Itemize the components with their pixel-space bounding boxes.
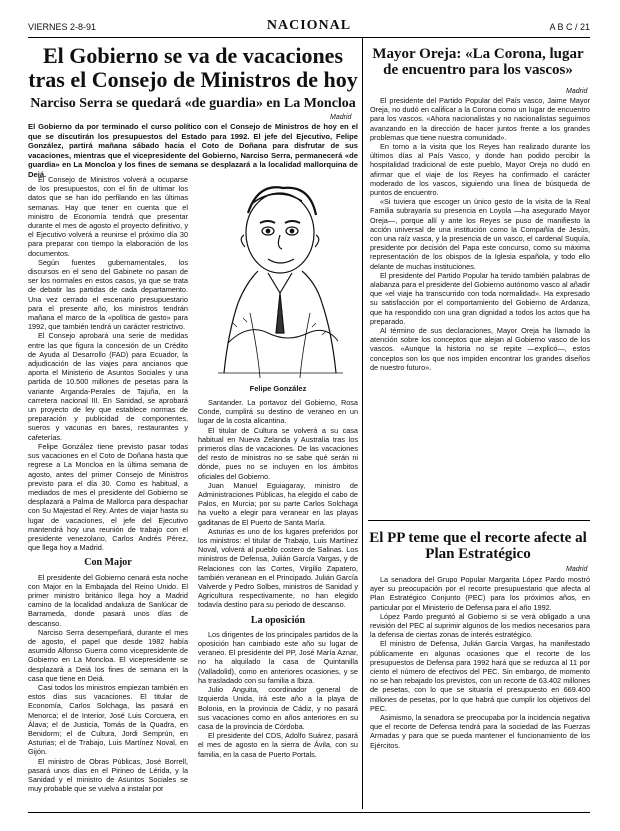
right-article-2-body <box>370 575 590 810</box>
body-paragraph: El Consejo aprobará una serie de medidas entre las que figura la concesión de un Crédito de Ayuda al Desarrollo (FAD) para Ecuador, la adjudicación de las viajes para ancianos que aporta el Ministerio de Asuntos Sociales y una partida de 10.500 millones de pesetas para la variante Arganda-Perales de Tajuña, en la carretera nacional III. En Sanidad, se aprobará un proyecto de ley que establece normas de preparación y publicidad de componentes, sueros y vacunas en bares, restaurantes y cafeterías. <box>28 331 188 442</box>
body-paragraph: El presidente del CDS, Adolfo Suárez, pasará el mes de agosto en la sierra de Ávila, con su familia, en la casa de Puerto Portals. <box>198 731 358 759</box>
body-paragraph: Al término de sus declaraciones, Mayor Oreja ha llamado la atención sobre los conceptos que alejan al Gobierno vasco de los vascos. «Aunque la historia no se repite —explicó—, estos conceptos son los que nos impiden encontrar los grandes diseños de nuestro futuro». <box>370 326 590 372</box>
body-paragraph: El presidente del Partido Popular ha tenido también palabras de alabanza para el presidente del Gobierno autónomo vasco al añadir que «el viaje ha transcurrido con toda normalidad». Ha expresado su satisfacción por el comportamiento del Gobierno de Ardanza, que ha respondido con una gran dignidad a todos los actos que ha preparado. <box>370 270 590 326</box>
right-article-1-headline: Mayor Oreja: «La Corona, lugar de encuentro para los vascos» <box>372 46 584 78</box>
body-paragraph: «Si tuviera que escoger un único gesto de la visita de la Real Familia subrayaría su presencia en Loyola —ha asegurado Mayor Oreja—, porque allí y ante los Reyes se puso de manifiesto la acción universal de una institución como la Compañía de Jesús, con una raíz vasca, y la presencia de un vasco, el cardenal Suquía, presidente por decisión del Papa este concurso, como su máxima representación de los obispos de la Iglesia española, y todo ello delante de muchas instituciones. <box>370 197 590 271</box>
page-number: A B C / 21 <box>549 22 590 32</box>
right-article-2-dateline: Madrid <box>566 566 588 573</box>
body-paragraph: El presidente del Gobierno cenará esta noche con Major en la Embajada del Reino Unido. El primer ministro británico llega hoy a Madrid camino de la localidad andaluza de Sanlúcar de Barrameda, donde pasará unos días de descanso. <box>28 572 188 628</box>
body-paragraph: Casi todos los ministros empiezan también en estos días sus vacaciones. El titular de Economía, Carlos Solchaga, las pasará en Menorca; el de Interior, José Luis Corcuera, en Álava; el de Justicia, Tomás de la Quadra, en Benidorm; el de Cultura, Jordi Semprún, en Asturias; el de Trabajo, Luis Martínez Noval, en Gijón. <box>28 682 188 757</box>
header-date: VIERNES 2-8-91 <box>28 22 97 32</box>
subhead-oposicion: La oposición <box>250 614 306 626</box>
photo-caption: Felipe González <box>249 384 307 393</box>
body-paragraph: Santander. La portavoz del Gobierno, Rosa Conde, cumplirá su destino de veraneo en un lugar de la costa alicantina. <box>198 398 358 426</box>
body-paragraph: López Pardo preguntó al Gobierno si se verá obligado a una revisión del PEC al suprimir algunos de los medios necesarios para la defensa de ciertas zonas de interés estratégico. <box>370 611 590 640</box>
body-paragraph: El Consejo de Ministros volverá a ocuparse de los presupuestos, con el fin de ultimar los datos que se han ido perfilando en las últimas semanas. Hay que tener en cuenta que el ministro de Economía tendrá que presentar durante el mes de agosto el proyecto definitivo, y el Ejecutivo volverá a reunirse el próximo día 30 para preparar con tiempo la elaboración de los documentos. <box>28 175 188 258</box>
body-paragraph: El ministro de Defensa, Julián García Vargas, ha manifestado públicamente en algunas ocasiones que el recorte de los presupuestos de Defensa para 1992 hará que se reduzca al 11 por ciento el número de efectivos del PEC. Sin embargo, de momento no se han rebajado los previstos, con un recorte de 63.402 millones de pesetas, con lo que se situaría el presupuesto en 669.400 millones de pesetas, por lo que habrá que cumplir los objetivos del PEC. <box>370 639 590 713</box>
main-headline: El Gobierno se va de vacaciones tras el Consejo de Ministros de hoy <box>28 43 358 92</box>
body-paragraph: Asturias es uno de los lugares preferidos por los ministros: el titular de Trabajo, Luis Martínez Noval, volverá al pueblo costero de Salinas. Los ministros de Defensa, Julián García Vargas, y de Relaciones con las Cortes, Virgilio Zapatero, también veranean en el Principado. Julián García Valverde y Pedro Solbes, ministros de Sanidad y Agricultura respectivamente, no han elegido todavía destino para su periodo de descanso. <box>198 526 358 610</box>
body-paragraph: El titular de Cultura se volverá a su casa habitual en Nueva Zelanda y Australia tras los primeros días de vacaciones. De las vacaciones del resto de ministros no se sabe qué serán ni dónde, pues no se incluyen en los ámbitos oficiales del Gobierno. <box>198 425 358 481</box>
body-paragraph: Julio Anguita, coordinador general de Izquierda Unida, irá este año a la playa de Bolonia, en la provincia de Cádiz, y no pasará sus vacaciones como en años anteriores en su casa de la provincia de Córdoba. <box>198 685 358 731</box>
main-column-2 <box>198 398 358 810</box>
body-paragraph: Juan Manuel Eguiagaray, ministro de Administraciones Públicas, ha elegido el cabo de Palos, en Murcia; por su parte Carlos Solchaga ha vuelto a elegir para veranear en las playas gaditanas de El Puerto de Santa María. <box>198 480 358 527</box>
body-paragraph: Los dirigentes de los principales partidos de la oposición han cambiado este año su lugar de veraneo. El presidente del PP, José María Aznar, no ha alquilado la casa de Quintanilla (Valladolid), como en anteriores ocasiones, y se ha trasladado con su familia a Ibiza. <box>198 629 358 685</box>
body-paragraph: Según fuentes gubernamentales, los discursos en el seno del Gabinete no pasan de ser los normales en estos casos, ya que se trata de debatir las partidas de cada departamento. Una vez cerrado el escenario presupuestario para el presente año, los ministros tendrán mañana el marco de la «política de gasto» para 1992, que también tendrá un carácter restrictivo. <box>28 257 188 332</box>
body-paragraph: El ministro de Obras Públicas, José Borrell, pasará unos días en el Pirineo de Lérida, y la Sanidad y el ministro de Asuntos Sociales se muy probable que se vuelva a instalar por <box>28 756 188 794</box>
body-paragraph: En torno a la visita que los Reyes han realizado durante los últimos días al País Vasco, y donde han podido percibir la hospitalidad tradicional de este pueblo, Mayor Oreja no dudó en afirmar que el viaje de los Reyes ha confirmado el carácter moderado de los vascos, siguiendo una línea de búsqueda de puntos de encuentro. <box>370 142 590 198</box>
right-article-2-headline: El PP teme que el recorte afecte al Plan Estratégico <box>369 530 587 562</box>
subhead-con-major: Con Major <box>84 557 132 569</box>
caricature-head <box>246 193 314 273</box>
main-dateline: Madrid <box>330 114 352 121</box>
right-article-1-body <box>370 96 590 416</box>
page-header <box>28 18 590 34</box>
main-column-1 <box>28 175 188 810</box>
caricature-illustration <box>198 173 358 383</box>
header-rule <box>28 37 590 38</box>
body-paragraph: El presidente del Partido Popular del País vasco, Jaime Mayor Oreja, no dudó en calificar a la Corona como un lugar de encuentro para los vascos. «Ahora nacionalistas y no nacionalistas seguimos avanzando en la dirección de hacer juntos frente a los grandes problemas que tiene nuestra comunidad». <box>370 96 590 142</box>
main-subheadline: Narciso Serra se quedará «de guardia» en La Moncloa <box>30 96 356 111</box>
body-paragraph: Felipe González tiene previsto pasar todas sus vacaciones en el Coto de Doñana hasta que regrese a La Moncloa en la última semana de agosto, antes del primer Consejo de Ministros previsto para el día 30. Como es habitual, a mediados de mes el presidente del Gobierno se desplazará a Palma de Mallorca para despachar con Su Majestad el Rey. Antes de viajar hasta su lugar de vacaciones, el jefe del Ejecutivo mantendrá hoy una reunión de trabajo con el presidente venezolano, Carlos Andrés Pérez, que llega hoy a Madrid. <box>28 441 188 553</box>
footer-rule <box>28 812 590 813</box>
main-lead: El Gobierno da por terminado el curso político con el Consejo de Ministros de hoy en el que se discutirán los presupuestos del Estado para 1992. El jefe del Ejecutivo, Felipe González, partirá mañana sábado hacia el Coto de Doñana para disfrutar de sus vacaciones, mientras que el vicepresidente del Gobierno, Narciso Serra, permanecerá «de guardia» en La Moncloa y los fines de semana se desplazará a la localidad mallorquina de Deiá. <box>28 122 358 179</box>
column-divider <box>362 37 363 809</box>
body-paragraph: Narciso Serra desempeñará, durante el mes de agosto, el papel que desde 1982 había asumido Alfonso Guerra como vicepresidente de Gobierno en La Moncloa. El vicepresidente se desplazará a Deiá los fines de semana en la casa que tiene en Deiá. <box>28 627 188 683</box>
body-paragraph: Asimismo, la senadora se preocupaba por la incidencia negativa que el recorte de Defensa tendrá para la sociedad de las Fuerzas Armadas y para que se pueda mantener el funcionamiento de los Ejércitos. <box>370 713 590 750</box>
article-separator <box>368 520 590 521</box>
right-article-1-dateline: Madrid <box>566 88 588 95</box>
body-paragraph: La senadora del Grupo Popular Margarita López Pardo mostró ayer su preocupación por el recorte presupuestario que afecta al Plan Estratégico Conjunto (PEC) para los próximos años, en particular por el Ministerio de Defensa para el año 1992. <box>370 575 590 612</box>
section-title: NACIONAL <box>266 18 352 33</box>
